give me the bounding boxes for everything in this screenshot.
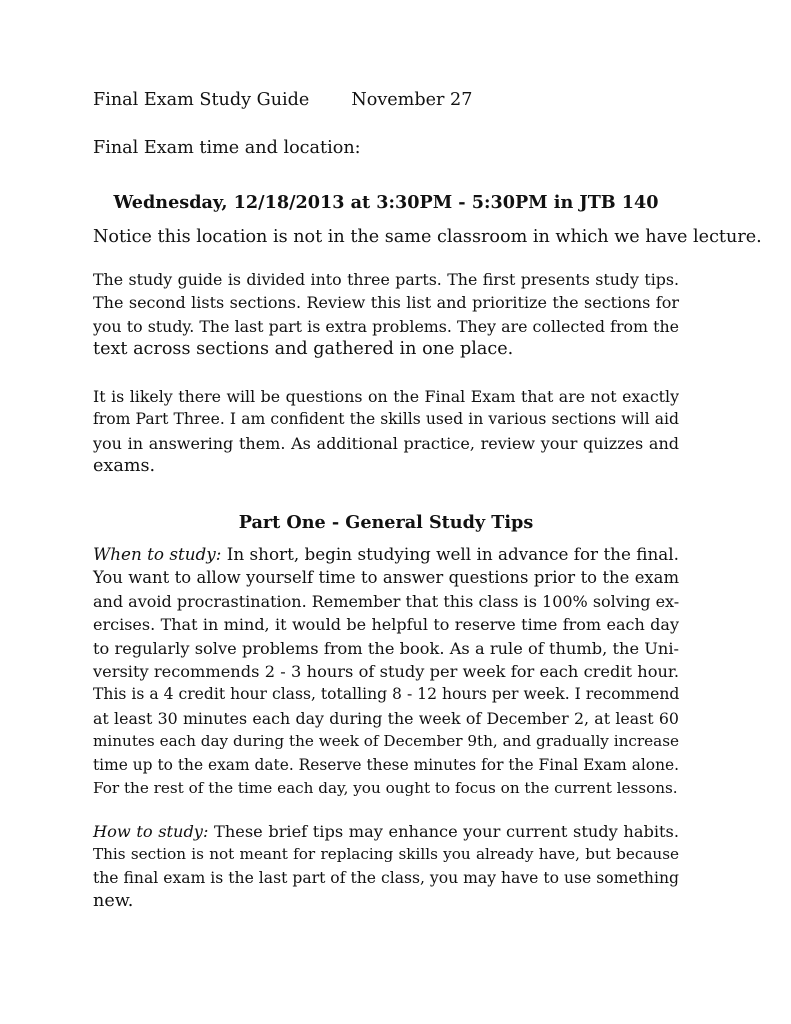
how-to-study-paragraph (93, 820, 679, 914)
how-line: This section is not meant for replacing skills you already have, but because (93, 845, 679, 864)
when-line: minutes each day during the week of December 9th, and gradually increase (93, 732, 679, 751)
document-title: Final Exam Study Guide (93, 90, 310, 110)
when-line: You want to allow yourself time to answer questions prior to the exam (93, 568, 679, 588)
when-to-study-first-text: In short, begin studying well in advance for the final. (221, 544, 679, 564)
when-line: at least 30 minutes each day during the week of December 2, at least 60 (93, 708, 679, 728)
how-to-study-first-text: These brief tips may enhance your current study habits. (208, 822, 679, 841)
when-line: For the rest of the time each day, you ought to focus on the current lessons. (93, 779, 678, 798)
intro-line: The second lists sections. Review this list and prioritize the sections for (93, 293, 679, 313)
when-line: time up to the exam date. Reserve these minutes for the Final Exam alone. (93, 755, 679, 774)
how-to-study-first-line (93, 820, 679, 843)
when-line: and avoid procrastination. Remember that this class is 100% solving ex- (93, 591, 680, 611)
when-line: versity recommends 2 - 3 hours of study per week for each credit hour. (93, 662, 679, 682)
time-location-label: Final Exam time and location: (93, 138, 361, 158)
how-to-study-label: How to study: (93, 822, 209, 841)
intro-line: text across sections and gathered in one place. (93, 339, 514, 360)
location-notice: Notice this location is not in the same classroom in which we have lecture. (93, 227, 762, 247)
intro-paragraph (93, 268, 679, 362)
intro-line: The study guide is divided into three parts. The first presents study tips. (93, 270, 679, 289)
intro-line: you to study. The last part is extra problems. They are collected from the (93, 316, 679, 336)
when-line: This is a 4 credit hour class, totalling 8 - 12 hours per week. I recommend (93, 685, 680, 704)
when-to-study-paragraph (93, 543, 679, 800)
likely-line: It is likely there will be questions on the Final Exam that are not exactly (93, 387, 679, 406)
likely-line: you in answering them. As additional practice, review your quizzes and (93, 433, 679, 453)
exam-time-heading: Wednesday, 12/18/2013 at 3:30PM - 5:30PM in JTB 140 (113, 192, 659, 213)
document-header (93, 88, 472, 112)
likely-line: exams. (93, 456, 156, 477)
when-to-study-first-line (93, 543, 679, 566)
how-line: new. (93, 891, 134, 912)
when-to-study-label: When to study: (93, 544, 222, 564)
likely-line: from Part Three. I am confident the skills used in various sections will aid (93, 410, 679, 429)
document-date: November 27 (351, 90, 473, 110)
when-line: ercises. That in mind, it would be helpful to reserve time from each day (93, 615, 679, 635)
how-line: the final exam is the last part of the class, you may have to use something (93, 868, 679, 887)
part-one-heading: Part One - General Study Tips (238, 512, 534, 533)
likely-paragraph (93, 385, 679, 479)
when-line: to regularly solve problems from the book. As a rule of thumb, the Uni- (93, 638, 679, 658)
